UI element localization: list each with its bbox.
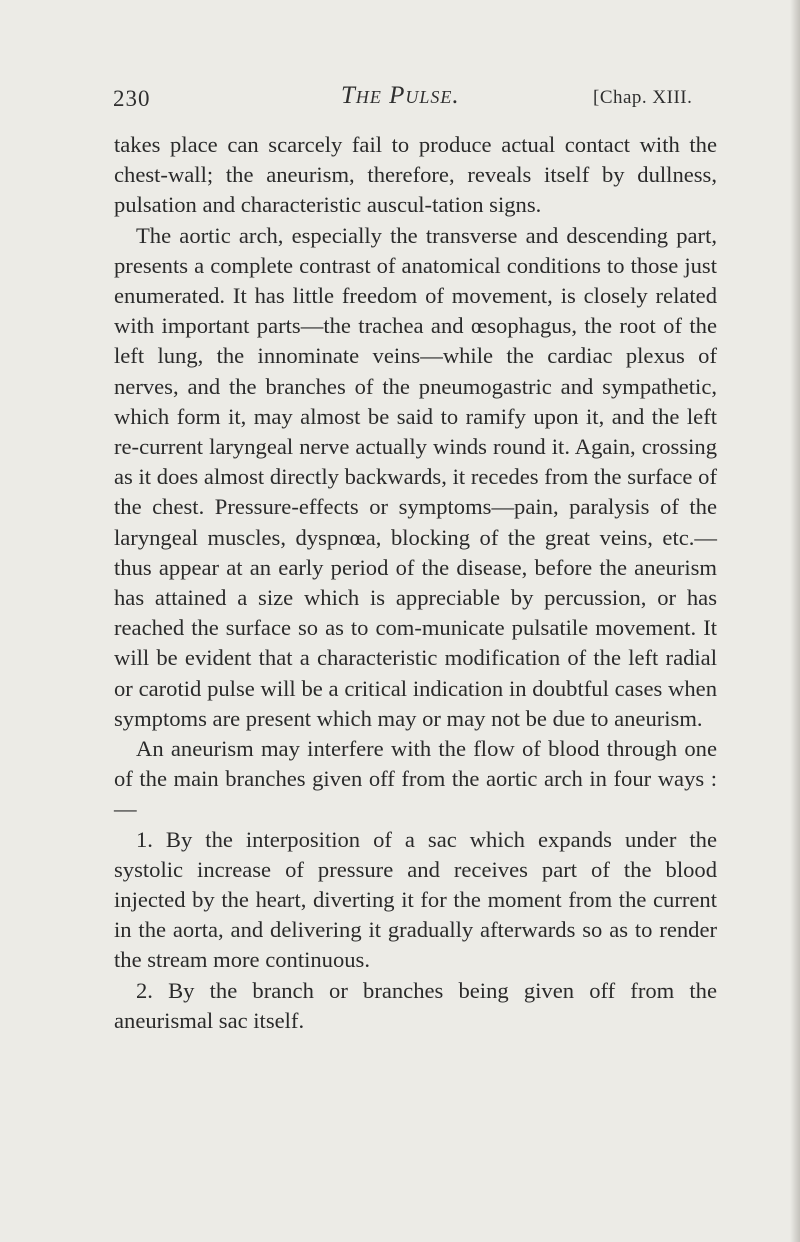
running-head <box>113 82 713 116</box>
chapter-reference: [Chap. XIII. <box>593 87 693 108</box>
body-text <box>114 130 717 1036</box>
paragraph-aortic-arch: The aortic arch, especially the transverse and descending part, presents a complete contrast of anatomical conditions to those just enumerated. It has little freedom of movement, is closely related with important parts—the trachea and œsophagus, the root of the left lung, the innominate veins—while the cardiac plexus of nerves, and the branches of the pneumogastric and sympathetic, which form it, may almost be said to ramify upon it, and the left re-current laryngeal nerve actually winds round it. Again, crossing as it does almost directly backwards, it recedes from the surface of the chest. Pressure-effects or symptoms—pain, paralysis of the laryngeal muscles, dyspnœa, blocking of the great veins, etc.—thus appear at an early period of the disease, before the aneurism has attained a size which is appreciable by percussion, or has reached the surface so as to com-municate pulsatile movement. It will be evident that a characteristic modification of the left radial or carotid pulse will be a critical indication in doubtful cases when symptoms are present which may or may not be due to aneurism. <box>114 222 717 731</box>
page-number: 230 <box>113 86 151 111</box>
paragraph-continuation: takes place can scarcely fail to produce actual contact with the chest-wall; the aneurism, therefore, reveals itself by dullness, pulsation and characteristic auscul-tation signs. <box>114 132 717 218</box>
running-title: The Pulse. <box>341 82 460 109</box>
list-item-2: 2. By the branch or branches being given off from the aneurismal sac itself. <box>114 977 717 1033</box>
paragraph-interference: An aneurism may interfere with the flow of blood through one of the main branches given off from the aortic arch in four ways :— <box>114 736 717 822</box>
page-edge-shadow <box>790 0 800 1242</box>
list-item-1: 1. By the interposition of a sac which expands under the systolic increase of pressure and receives part of the blood injected by the heart, diverting it for the moment from the current in the aorta, and delivering it gradually afterwards so as to render the stream more continuous. <box>114 826 717 973</box>
